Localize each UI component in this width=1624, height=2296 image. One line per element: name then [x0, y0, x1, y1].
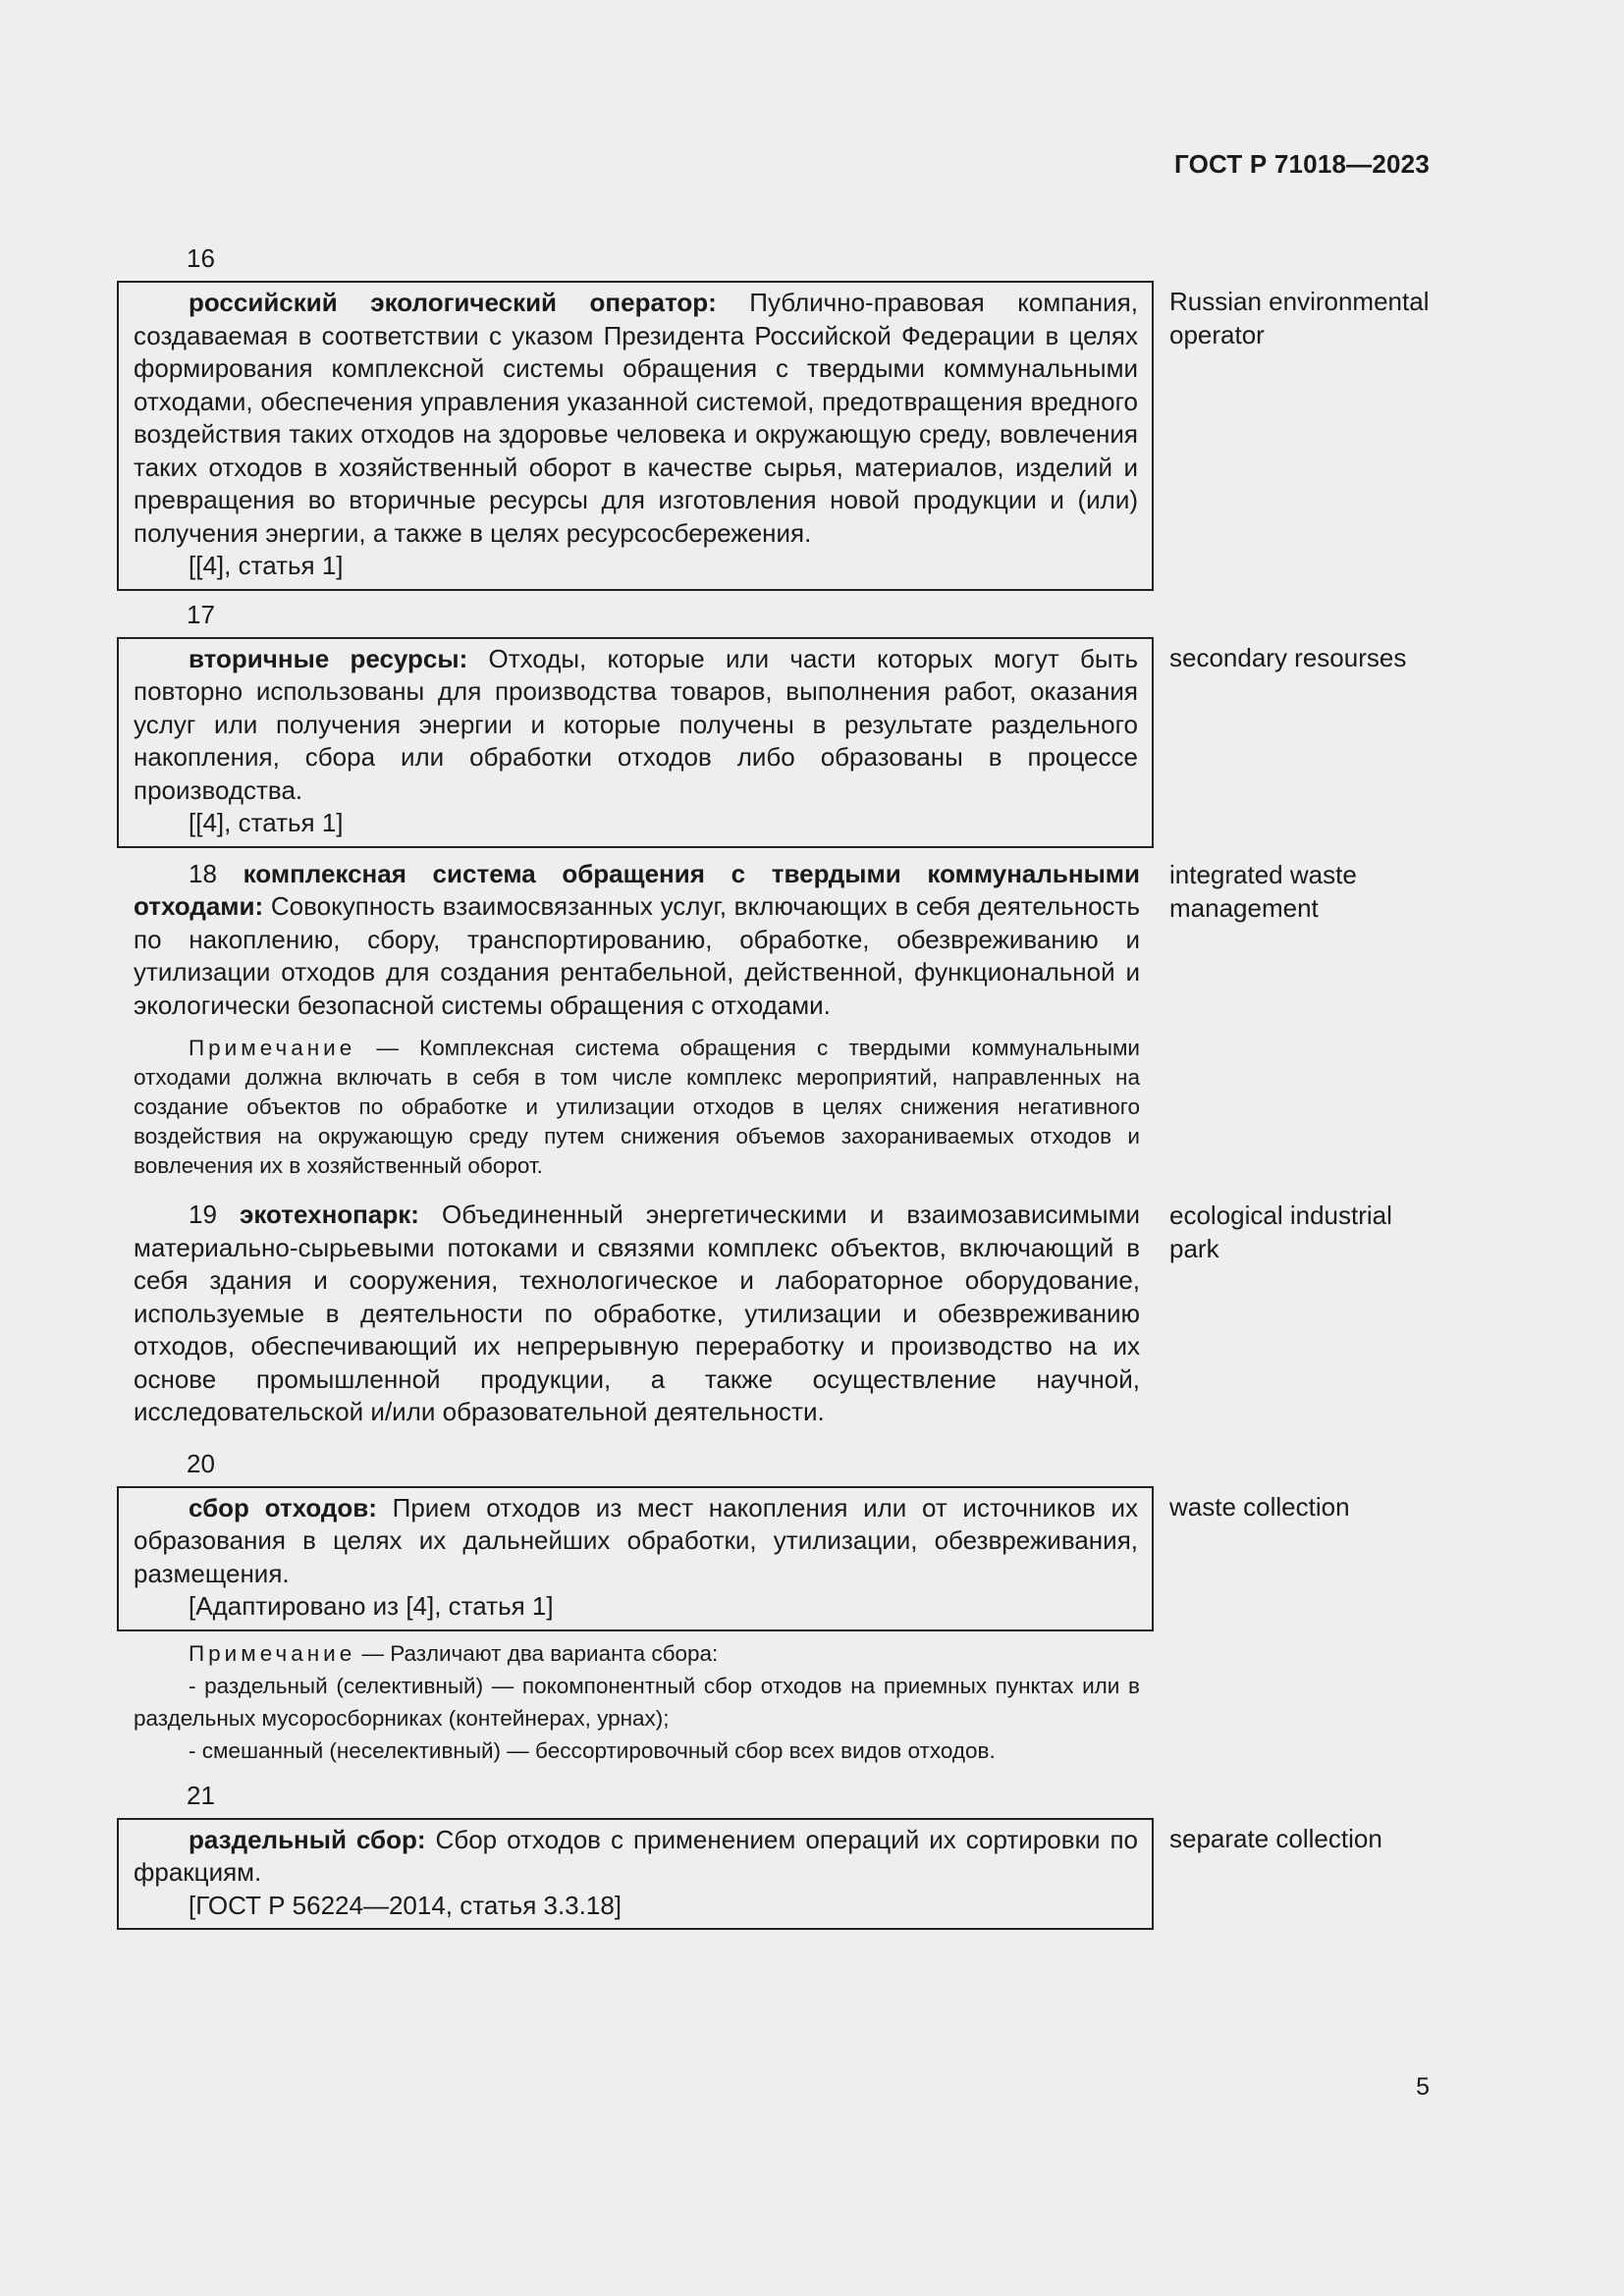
note-text: — Комплексная система обращения с твердыми коммунальными отходами должна включать в себя в том числе комплекс мероприятий, направленных на создание объектов по обработке и утилизации отходов в целях снижения негативного воздействия на окружающую среду путем снижения объемов захораниваемых отходов и вовлечения их в хозяйственный оборот. — [134, 1036, 1140, 1178]
term-paragraph — [134, 1492, 1138, 1591]
term-english: waste collection — [1169, 1491, 1350, 1522]
term-body — [117, 1199, 1154, 1429]
term-title: вторичные ресурсы: — [189, 643, 468, 673]
term-english: integrated waste management — [1169, 859, 1357, 923]
term-definition: Публично-правовая компания, создаваемая в соответствии с указом Президента Российской Федерации в целях формирования комплексной системы обращения с твердыми коммунальными отходами, обеспечения управления указанной системой, предотвращения вредного воздействия таких отходов на здоровье человека и окружающую среду, вовлечения таких отходов в хозяйственный оборот в качестве сырья, материалов, изделий и превращения во вторичные ресурсы для изготовления новой продукции и (или) получения энергии, а также в целях ресурсосбережения. — [134, 288, 1138, 548]
term-note — [134, 1034, 1140, 1181]
term-entry-19 — [117, 1199, 1438, 1429]
term-english: ecological industrial park — [1169, 1201, 1392, 1263]
term-title: комплексная система обращения с твердыми коммунальными отходами: — [134, 858, 1140, 921]
term-title: сбор отходов: — [189, 1492, 377, 1522]
term-english: separate collection — [1169, 1823, 1382, 1853]
term-definition: Прием отходов из мест накопления или от источников их образования в целях их дальнейших обработки, утилизации, обезвреживания, размещения. — [134, 1492, 1138, 1588]
term-entry-16 — [117, 281, 1438, 591]
note-list-item: - раздельный (селективный) — покомпонентный сбор отходов на приемных пунктах или в раздельных мусоросборниках (контейнерах, урнах); — [134, 1673, 1140, 1731]
term-number: 17 — [187, 599, 215, 629]
term-paragraph — [134, 1199, 1140, 1429]
term-paragraph — [134, 643, 1138, 808]
term-number: 20 — [187, 1448, 215, 1478]
term-definition: Объединенный энергетическими и взаимозависимыми материально-сырьевыми потоками и связями комплекс объектов, включающий в себя здания и сооружения, технологическое и лабораторное оборудование, используемые в деятельности по обработке, утилизации и обезвреживанию отходов, обеспечивающий их непрерывную переработку и производство на их основе промышленной продукции, а также осуществление научной, исследовательской и/или образовательной деятельности. — [134, 1200, 1140, 1426]
term-source: [[4], статья 1] — [189, 551, 344, 580]
term-note — [134, 1637, 1140, 1670]
term-body — [117, 858, 1154, 1182]
term-number: 16 — [187, 243, 215, 273]
terms-list — [117, 241, 1438, 1930]
term-note-block — [117, 1637, 1154, 1767]
note-list-item: - смешанный (неселективный) — бессортировочный сбор всех видов отходов. — [189, 1737, 996, 1763]
term-paragraph — [134, 1824, 1138, 1890]
term-number: 19 — [189, 1200, 217, 1229]
term-title: раздельный сбор: — [189, 1824, 426, 1854]
term-definition: Сбор отходов с применением операций их сортировки по фракциям. — [134, 1824, 1139, 1887]
term-box — [117, 637, 1154, 848]
term-entry-17 — [117, 637, 1438, 848]
term-entry-21 — [117, 1818, 1438, 1931]
term-title: экотехнопарк: — [240, 1200, 419, 1229]
document-code: ГОСТ Р 71018—2023 — [1174, 149, 1430, 179]
note-text: — Различают два варианта сбора: — [361, 1640, 719, 1666]
term-number: 18 — [189, 858, 217, 888]
term-entry-18 — [117, 858, 1438, 1182]
page-number: 5 — [1416, 2073, 1430, 2101]
term-box — [117, 1818, 1154, 1931]
term-definition: Совокупность взаимосвязанных услуг, включающих в себя деятельность по накоплению, сбору, транспортированию, обработке, обезвреживанию и утилизации отходов для создания рентабельной, действенной, функциональной и экологически безопасной системы обращения с отходами. — [134, 891, 1140, 1020]
term-english: Russian environmental operator — [1169, 287, 1430, 349]
term-definition: Отходы, которые или части которых могут быть повторно использованы для производства товаров, выполнения работ, оказания услуг или получения энергии и которые получены в результате раздельного накопления, сбора или обработки отходов либо образованы в процессе производства. — [134, 643, 1138, 805]
note-label: Примечание — [189, 1640, 356, 1666]
term-source: [Адаптировано из [4], статья 1] — [189, 1591, 554, 1621]
note-label: Примечание — [189, 1036, 356, 1060]
term-source: [[4], статья 1] — [189, 808, 344, 837]
term-paragraph — [134, 858, 1140, 1023]
term-box — [117, 1486, 1154, 1631]
term-paragraph — [134, 287, 1138, 550]
term-number: 21 — [187, 1780, 215, 1810]
term-title: российский экологический оператор: — [189, 288, 717, 317]
term-english: secondary resourses — [1169, 642, 1407, 672]
term-box — [117, 281, 1154, 591]
term-entry-20 — [117, 1486, 1438, 1631]
term-source: [ГОСТ Р 56224—2014, статья 3.3.18] — [189, 1890, 623, 1920]
